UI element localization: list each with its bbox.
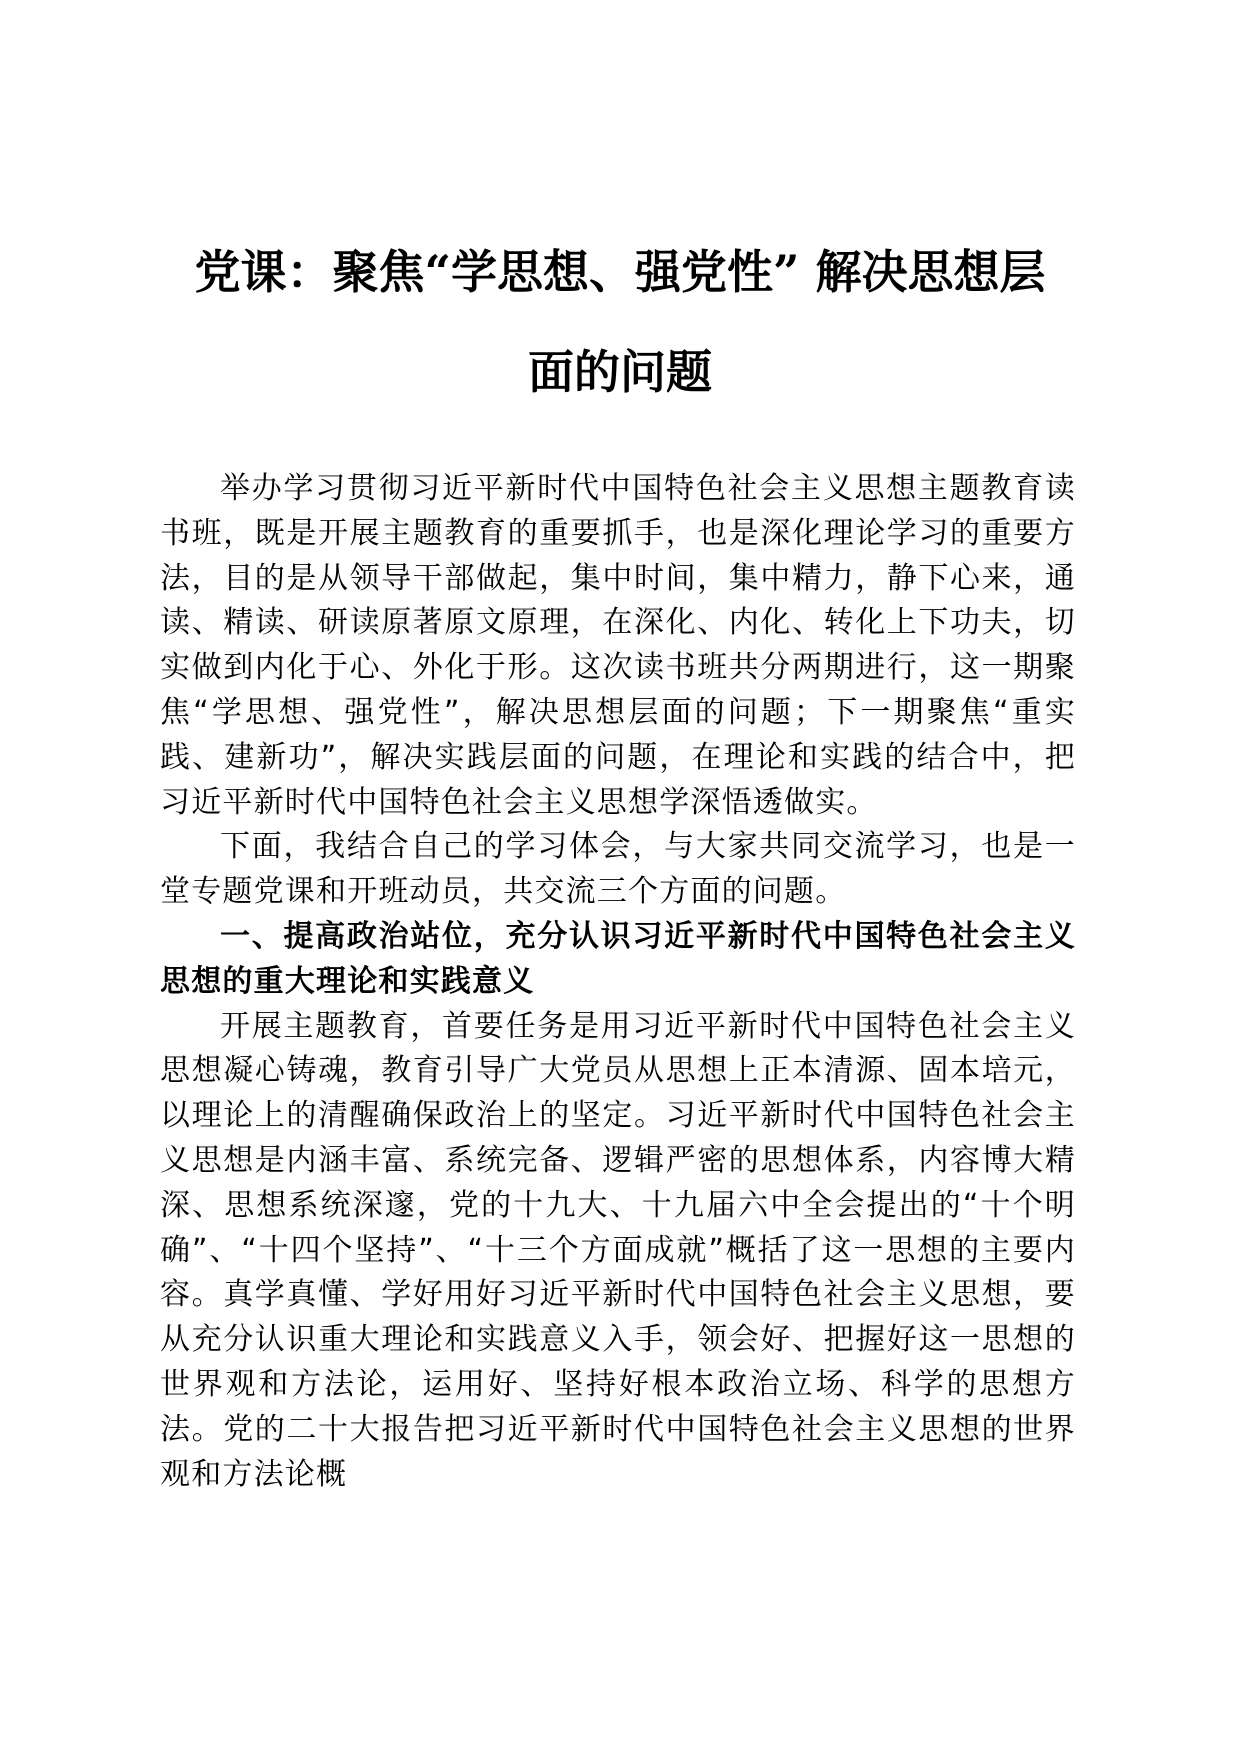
intro-paragraph: 举办学习贯彻习近平新时代中国特色社会主义思想主题教育读书班，既是开展主题教育的重要抓手，也是深化理论学习的重要方法，目的是从领导干部做起，集中时间，集中精力，静下心来，通读、精读、研读原著原文原理，在深化、内化、转化上下功夫，切实做到内化于心、外化于形。这次读书班共分两期进行，这一期聚焦“学思想、强党性”，解决思想层面的问题；下一期聚焦“重实践、建新功”，解决实践层面的问题，在理论和实践的结合中，把习近平新时代中国特色社会主义思想学深悟透做实。 (160, 471, 1076, 820)
document-body (160, 467, 1076, 1497)
section-1-heading: 一、提高政治站位，充分认识习近平新时代中国特色社会主义思想的重大理论和实践意义 (160, 918, 1076, 999)
title-line-1: 党课：聚焦“学思想、强党性” 解决思想层 (194, 245, 1046, 299)
title-line-2: 面的问题 (528, 345, 712, 399)
outline-paragraph: 下面，我结合自己的学习体会，与大家共同交流学习，也是一堂专题党课和开班动员，共交流三个方面的问题。 (160, 829, 1076, 910)
section-1-paragraph: 开展主题教育，首要任务是用习近平新时代中国特色社会主义思想凝心铸魂，教育引导广大党员从思想上正本清源、固本培元，以理论上的清醒确保政治上的坚定。习近平新时代中国特色社会主义思想是内涵丰富、系统完备、逻辑严密的思想体系，内容博大精深、思想系统深邃，党的十九大、十九届六中全会提出的“十个明确”、“十四个坚持”、“十三个方面成就”概括了这一思想的主要内容。真学真懂、学好用好习近平新时代中国特色社会主义思想，要从充分认识重大理论和实践意义入手，领会好、把握好这一思想的世界观和方法论，运用好、坚持好根本政治立场、科学的思想方法。党的二十大报告把习近平新时代中国特色社会主义思想的世界观和方法论概 (160, 1008, 1076, 1492)
document-title (140, 222, 1100, 422)
